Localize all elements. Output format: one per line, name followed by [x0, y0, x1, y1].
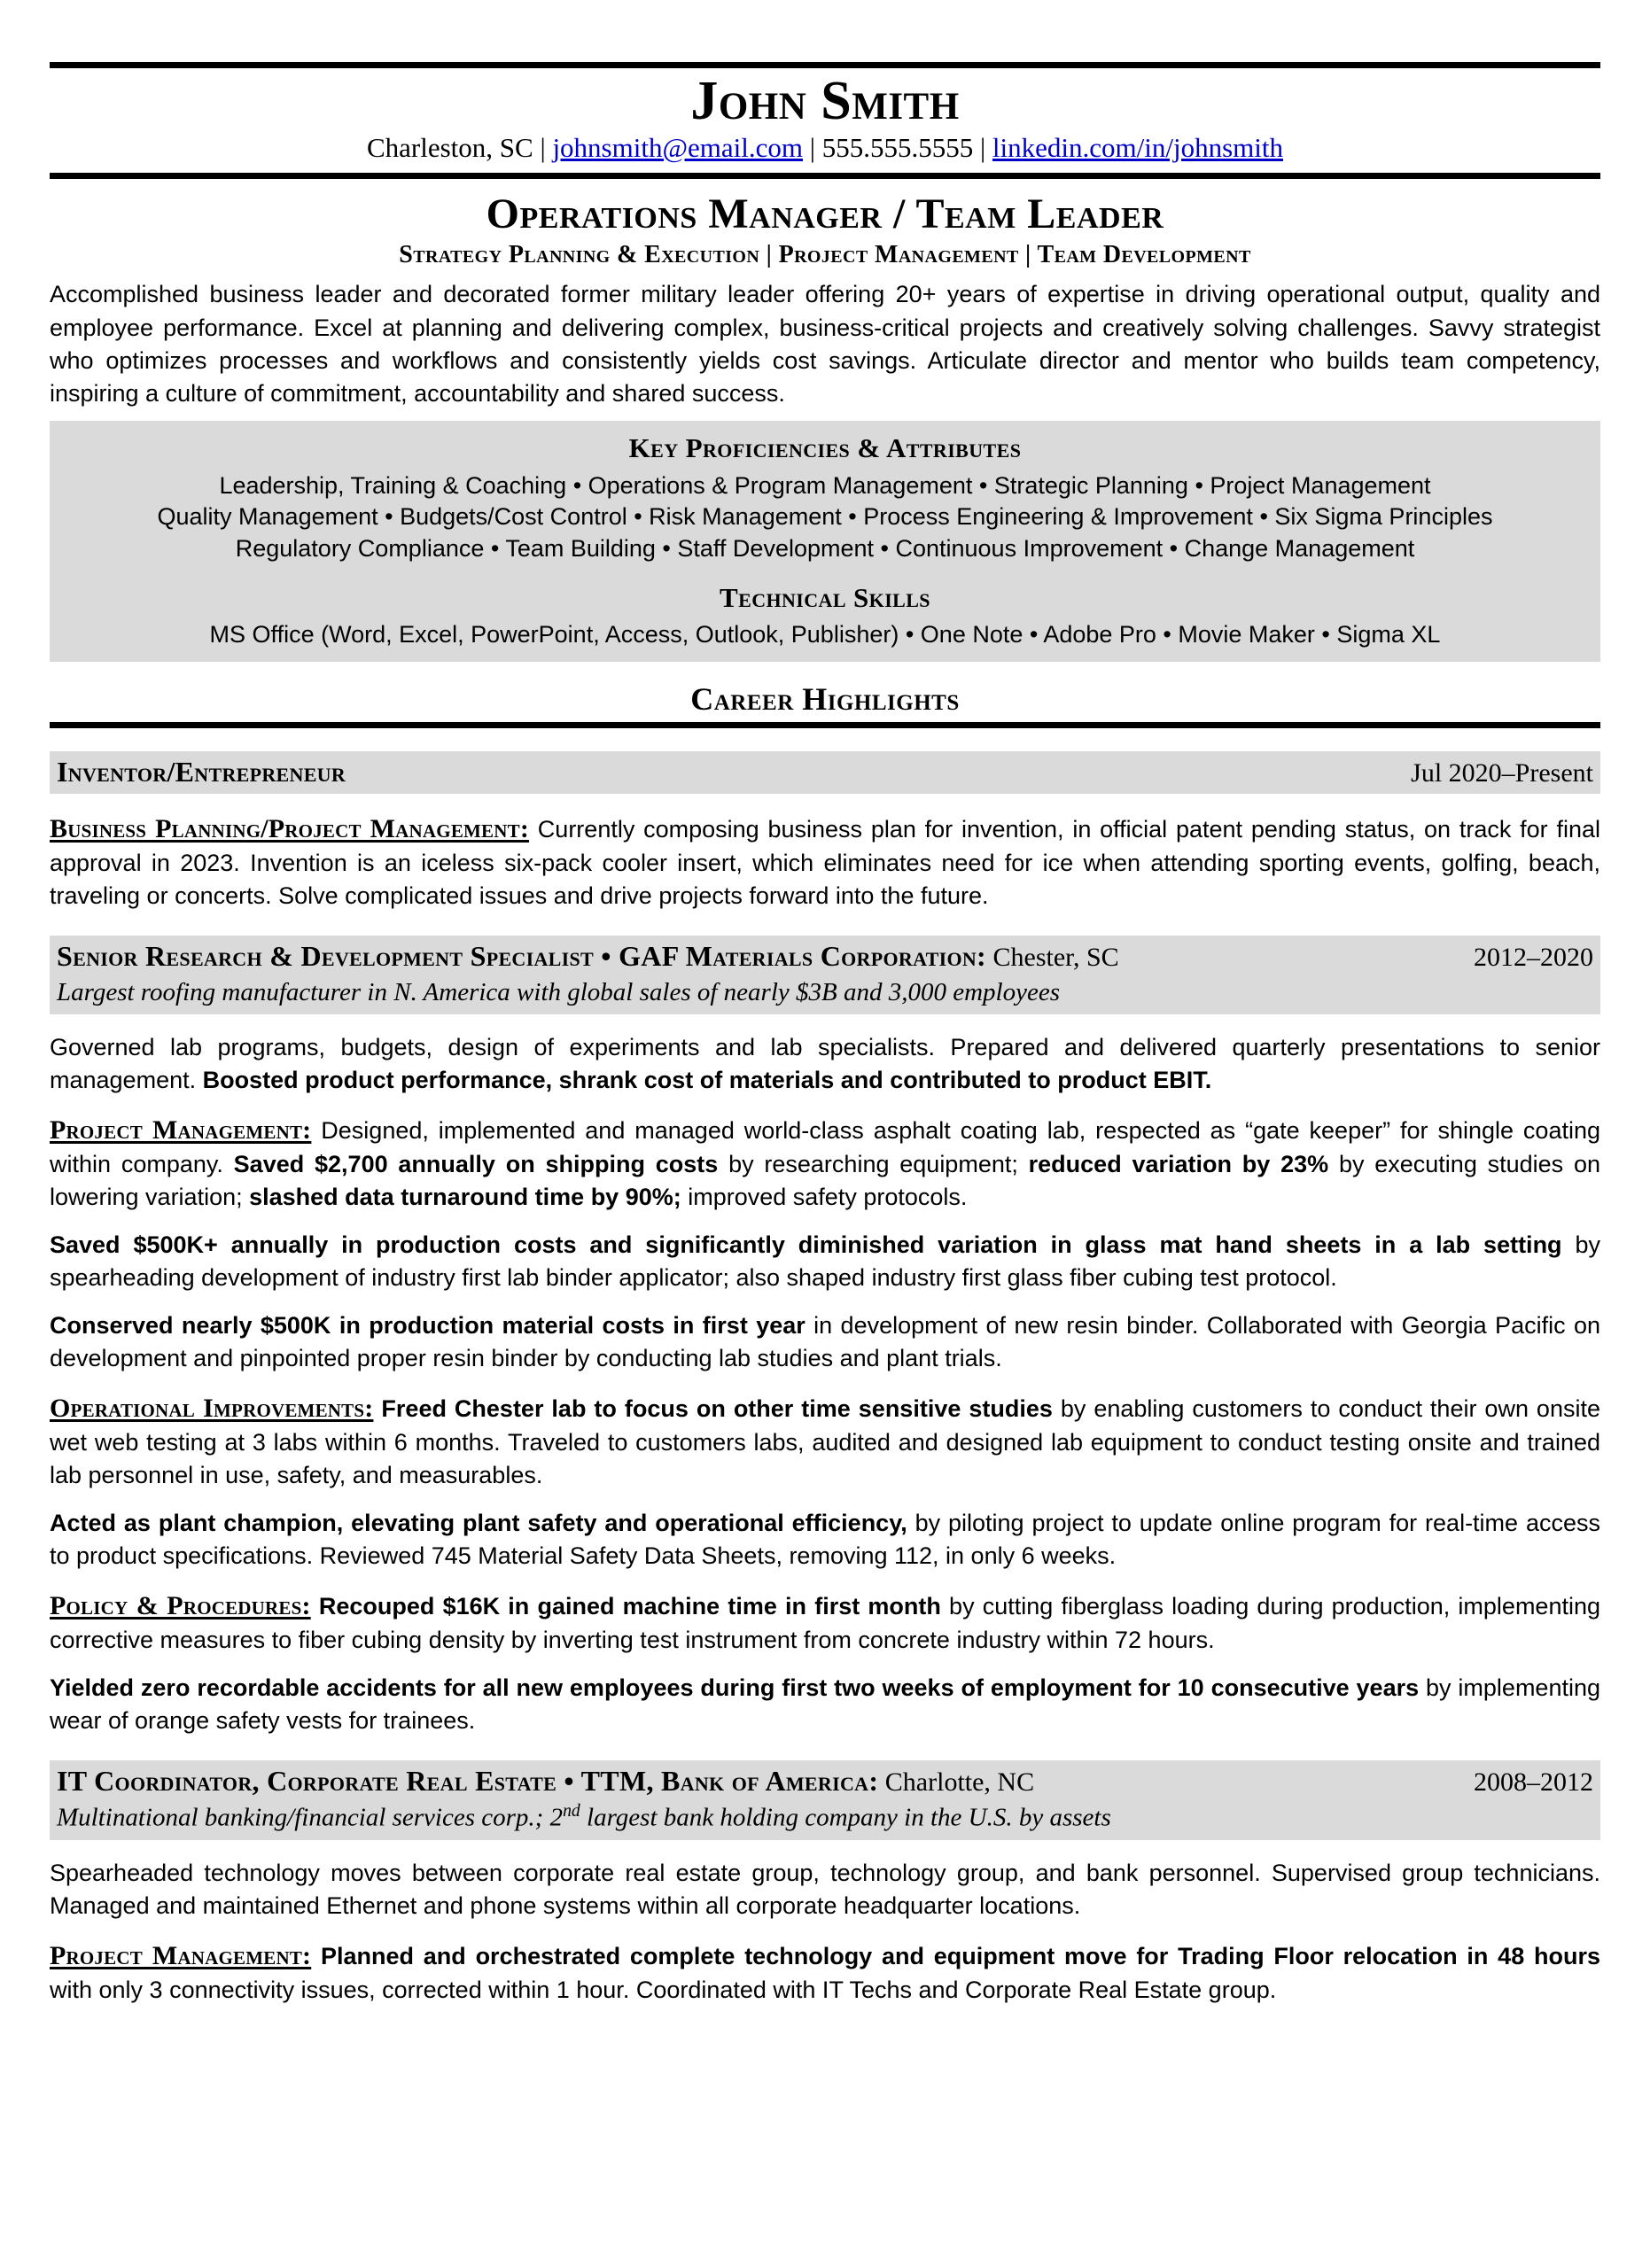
bullet-emphasis: Saved $2,700 annually on shipping costs	[233, 1150, 719, 1177]
contact-linkedin-link[interactable]: linkedin.com/in/johnsmith	[992, 132, 1283, 164]
bullet-emphasis: Boosted product performance, shrank cost of materials and contributed to product EBIT.	[202, 1066, 1212, 1093]
job-tagline: Largest roofing manufacturer in N. America with global sales of nearly $3B and 3,000 employees	[57, 978, 1060, 1007]
job-title: Senior Research & Development Specialist • GAF Materials Corporation: Chester, SC	[57, 940, 1119, 973]
subheadline: Strategy Planning & Execution | Project Management | Team Development	[399, 240, 1251, 268]
bullet-text: by implementing wear of orange safety vests for trainees.	[50, 1674, 1600, 1734]
job-tagline: Multinational banking/financial services corp.; 2nd largest bank holding company in the U.S. by assets	[57, 1801, 1111, 1832]
career-highlights-rule	[50, 722, 1600, 728]
contact-separator-1: |	[533, 132, 553, 164]
jobs-container	[50, 751, 1600, 2007]
job-bullet	[50, 1112, 1600, 1214]
header-top-rule	[50, 62, 1600, 68]
job-dates: 2008–2012	[1474, 1767, 1593, 1797]
bullet-text: by cutting fiberglass loading during production, implementing corrective measures to fiber cubing density by inverting test instrument from concrete industry within 72 hours.	[50, 1592, 1600, 1653]
bullet-emphasis: Saved $500K+ annually in production costs and significantly diminished variation in glass mat hand sheets in a lab setting	[50, 1231, 1562, 1258]
proficiencies-line: Quality Management • Budgets/Cost Control • Risk Management • Process Engineering & Improvement • Six Sigma Principles	[157, 503, 1493, 531]
job-header-row	[57, 1764, 1593, 1799]
bullet-emphasis: Yielded zero recordable accidents for all new employees during first two weeks of employment for 10 consecutive years	[50, 1674, 1420, 1701]
bullet-emphasis: Acted as plant champion, elevating plant safety and operational efficiency,	[50, 1509, 907, 1536]
bullet-text: by enabling customers to conduct their own onsite wet web testing at 3 labs within 6 months. Traveled to customers labs, audited and designed lab equipment to conduct testing onsite and trained lab personnel in use, safety, and measurables.	[50, 1394, 1600, 1488]
proficiencies-line: Regulatory Compliance • Team Building • Staff Development • Continuous Improvement • Change Management	[235, 535, 1415, 563]
bullet-text: Spearheaded technology moves between corporate real estate group, technology group, and bank personnel. Supervised group technicians. Managed and maintained Ethernet and phone systems within all corporate headquarter locations.	[50, 1859, 1600, 1919]
resume-content	[50, 0, 1600, 2007]
headline: Operations Manager / Team Leader	[486, 190, 1164, 237]
bullet-text: improved safety protocols.	[681, 1183, 968, 1210]
job-bullet	[50, 1857, 1600, 1922]
job-dates: 2012–2020	[1474, 943, 1593, 973]
job-entry	[50, 1760, 1600, 2007]
bullet-text: by researching equipment;	[718, 1150, 1029, 1177]
job-header-row	[57, 755, 1593, 790]
bullet-text: Governed lab programs, budgets, design of experiments and lab specialists. Prepared and delivered quarterly presentations to senior management.	[50, 1033, 1600, 1093]
job-header-band	[50, 751, 1600, 795]
contact-line	[50, 131, 1600, 166]
contact-location: Charleston, SC	[366, 132, 533, 164]
career-highlights-heading: Career Highlights	[690, 681, 960, 718]
bullet-text: Designed, implemented and managed world-class asphalt coating lab, respected as “gate keeper” for shingle coating within company.	[50, 1116, 1600, 1177]
bullet-lead-label: Project Management:	[50, 1940, 312, 1970]
contact-phone: 555.555.5555	[821, 132, 974, 164]
job-entry	[50, 751, 1600, 913]
proficiencies-panel	[50, 421, 1600, 662]
contact-email-link[interactable]: johnsmith@email.com	[552, 132, 803, 164]
proficiencies-line: Leadership, Training & Coaching • Operations & Program Management • Strategic Planning • Project Management	[219, 471, 1431, 499]
job-dates: Jul 2020–Present	[1411, 757, 1593, 788]
job-bullet	[50, 1229, 1600, 1294]
bullet-emphasis: Recouped $16K in gained machine time in first month	[318, 1592, 941, 1619]
job-bullet	[50, 1672, 1600, 1737]
bullet-text: by executing studies on lowering variation;	[50, 1150, 1600, 1210]
bullet-text: by piloting project to update online program for real-time access to product specifications. Reviewed 745 Material Safety Data Sheets, removing 112, in only 6 weeks.	[50, 1509, 1600, 1569]
job-location: Chester, SC	[986, 943, 1119, 973]
page-title: John Smith	[690, 71, 960, 131]
job-title: Inventor/Entrepreneur	[57, 755, 346, 788]
job-entry	[50, 936, 1600, 1736]
technical-skills-heading: Technical Skills	[720, 582, 930, 614]
proficiencies-heading: Key Proficiencies & Attributes	[628, 432, 1022, 464]
bullet-text	[311, 1943, 321, 1969]
bullet-emphasis: Freed Chester lab to focus on other time sensitive studies	[381, 1394, 1053, 1422]
job-header-band	[50, 1760, 1600, 1840]
bullet-emphasis: Planned and orchestrated complete technology and equipment move for Trading Floor relocation in 48 hours	[321, 1942, 1600, 1969]
job-bullet	[50, 811, 1600, 913]
bullet-lead-label: Business Planning/Project Management:	[50, 814, 530, 844]
job-bullet	[50, 1031, 1600, 1097]
bullet-emphasis: slashed data turnaround time by 90%;	[249, 1183, 681, 1210]
job-location: Charlotte, NC	[878, 1767, 1035, 1797]
technical-skills-line: MS Office (Word, Excel, PowerPoint, Access, Outlook, Publisher) • One Note • Adobe Pro • Movie Maker • Sigma XL	[209, 621, 1441, 649]
job-bullet	[50, 1390, 1600, 1492]
job-bullet	[50, 1588, 1600, 1657]
contact-separator-2: |	[802, 132, 822, 164]
bullet-text	[311, 1593, 319, 1619]
bullet-lead-label: Policy & Procedures:	[50, 1590, 311, 1620]
job-header-band	[50, 936, 1600, 1014]
job-header-row	[57, 939, 1593, 975]
job-title: IT Coordinator, Corporate Real Estate • TTM, Bank of America: Charlotte, NC	[57, 1764, 1035, 1797]
bullet-emphasis: Conserved nearly $500K in production material costs in first year	[50, 1311, 806, 1339]
bullet-text: in development of new resin binder. Collaborated with Georgia Pacific on development and pinpointed proper resin binder by conducting lab studies and plant trials.	[50, 1311, 1601, 1371]
bullet-text: Currently composing business plan for invention, in official patent pending status, on track for final approval in 2023. Invention is an iceless six-pack cooler insert, which eliminates need for ice when attending sporting events, golfing, beach, traveling or concerts. Solve complicated issues and drive projects forward into the future.	[50, 816, 1600, 910]
professional-summary: Accomplished business leader and decorated former military leader offering 20+ years of expertise in driving operational output, quality and employee performance. Excel at planning and delivering complex, business-critical projects and creatively solving challenges. Savvy strategist who optimizes processes and workflows and consistently yields cost savings. Articulate director and mentor who builds team competency, inspiring a culture of commitment, accountability and shared success.	[50, 281, 1600, 408]
job-bullet	[50, 1507, 1600, 1573]
bullet-emphasis: reduced variation by 23%	[1028, 1150, 1329, 1177]
job-bullet	[50, 1938, 1600, 2007]
bullet-lead-label: Operational Improvements:	[50, 1393, 374, 1423]
header-bottom-rule	[50, 173, 1600, 179]
job-bullet	[50, 1309, 1600, 1375]
bullet-lead-label: Project Management:	[50, 1115, 312, 1145]
bullet-text: by spearheading development of industry first lab binder applicator; also shaped industry first glass fiber cubing test protocol.	[50, 1231, 1600, 1291]
bullet-text: with only 3 connectivity issues, corrected within 1 hour. Coordinated with IT Techs and Corporate Real Estate group.	[50, 1976, 1277, 2003]
contact-separator-3: |	[973, 132, 992, 164]
